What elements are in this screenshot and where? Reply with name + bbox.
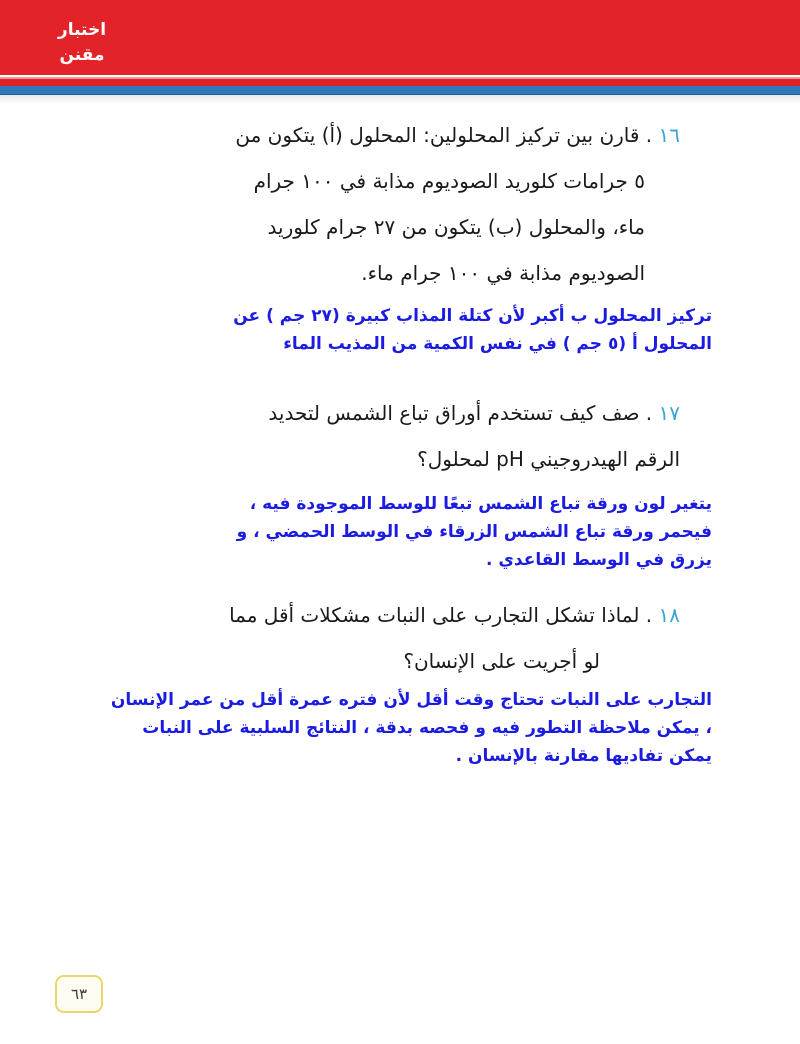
header-label-line1: اختبار: [57, 20, 107, 40]
question-18-line-2: لو أجريت على الإنسان؟: [403, 649, 600, 673]
question-18-line-1: [60, 592, 680, 638]
banner-red-bar: [0, 0, 800, 75]
question-17-line-1: [60, 390, 680, 436]
question-18-text: لماذا تشكل التجارب على النبات مشكلات أقل مما: [229, 603, 640, 627]
question-16-line-1: [60, 112, 680, 158]
answer-16-line-2: المحلول أ (٥ جم ) في نفس الكمية من المذيب الماء: [283, 334, 712, 354]
question-17-separator: .: [639, 401, 659, 425]
question-17: [60, 390, 680, 482]
answer-16: [40, 302, 712, 358]
question-16-number: ١٦: [658, 123, 680, 147]
question-16: [60, 112, 680, 296]
header-banner: [0, 0, 800, 104]
answer-18-line-3: يمكن تفاديها مقارنة بالإنسان .: [455, 746, 712, 766]
answer-18: [40, 686, 712, 770]
question-16-line-3: ماء، والمحلول (ب) يتكون من ٢٧ جرام كلوريد: [267, 215, 645, 239]
header-tab-label: [50, 18, 114, 68]
question-16-separator: .: [639, 123, 659, 147]
answer-16-line-1: تركيز المحلول ب أكبر لأن كتلة المذاب كبيرة (٢٧ جم ) عن: [233, 306, 712, 326]
header-stripe-red: [0, 79, 800, 86]
page-number-badge: [55, 975, 103, 1013]
answer-18-line-2: ، يمكن ملاحظة التطور فيه و فحصه بدقة ، النتائج السلبية على النبات: [142, 718, 712, 738]
answer-17-line-3: يزرق في الوسط القاعدي .: [485, 550, 712, 570]
header-stripe-fade: [0, 95, 800, 104]
question-17-line-2: الرقم الهيدروجيني pH لمحلول؟: [417, 447, 680, 471]
answer-17-line-1: يتغير لون ورقة تباع الشمس تبعًا للوسط الموجودة فيه ،: [249, 494, 712, 514]
question-18-separator: .: [639, 603, 659, 627]
question-17-number: ١٧: [658, 401, 680, 425]
question-16-text: قارن بين تركيز المحلولين: المحلول (أ) يتكون من: [235, 123, 640, 147]
header-stripe-blue: [0, 86, 800, 95]
question-16-line-2: ٥ جرامات كلوريد الصوديوم مذابة في ١٠٠ جرام: [253, 169, 645, 193]
question-18-number: ١٨: [658, 603, 680, 627]
question-16-line-4: الصوديوم مذابة في ١٠٠ جرام ماء.: [361, 261, 645, 285]
question-17-text: صف كيف تستخدم أوراق تباع الشمس لتحديد: [268, 401, 640, 425]
header-label-line2: مقنن: [59, 45, 105, 65]
answer-17-line-2: فيحمر ورقة تباع الشمس الزرقاء في الوسط الحمضي ، و: [236, 522, 712, 542]
question-18: [60, 592, 680, 684]
answer-17: [40, 490, 712, 574]
page-number: ٦٣: [70, 985, 88, 1003]
answer-18-line-1: التجارب على النبات تحتاج وقت أقل لأن فتره عمرة أقل من عمر الإنسان: [110, 690, 712, 710]
